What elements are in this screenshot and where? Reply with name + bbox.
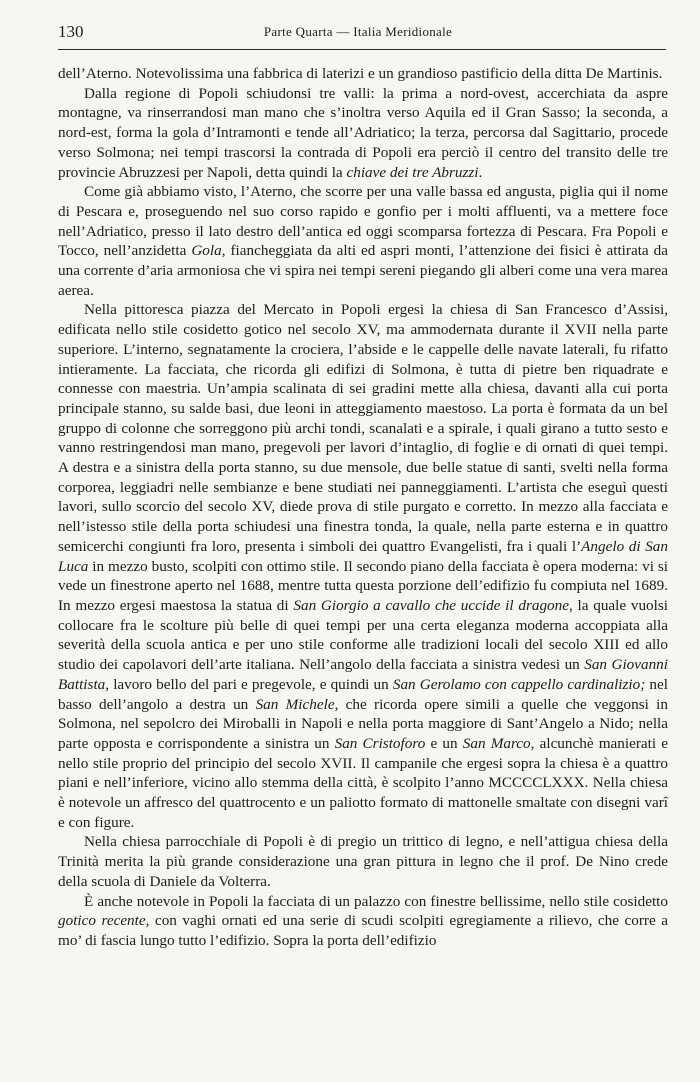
text-segment: .: [478, 163, 483, 181]
italic-text: gotico recente: [58, 912, 146, 930]
italic-text: chiave dei tre Abruzzi: [346, 163, 479, 181]
italic-text: San Giovanni Battista: [58, 656, 668, 693]
text-segment: , che ricorda opere simili a quelle che veggonsi in Solmona, nel sepolcro dei Miroballi in Napoli e nella porta maggiore di Sant’Angelo a Nido; nella parte opposta e corrispondente a sinistra un: [58, 695, 668, 752]
text-segment: Nella chiesa parrocchiale di Popoli è di pregio un trittico di legno, e nell’attigua chiesa della Trinità merita la più grande considerazione una gran pittura in legno che il prof. De Nino crede della scuola di Daniele da Volterra.: [58, 833, 668, 890]
italic-text: San Gerolamo con cappello cardinalizio;: [392, 675, 646, 693]
paragraph: [58, 84, 668, 183]
text-segment: e un: [425, 734, 463, 752]
text-segment: Nella pittoresca piazza del Mercato in Popoli ergesi la chiesa di San Francesco d’Assisi, edificata nello stile cosidetto gotico nel secolo XV, ma ammodernata durante il XVII nella parte superiore. L’interno, segnatamente la crociera, l’abside e le cappelle delle navate laterali, fu rifatto intieramente. La facciata, che ricorda gli edifizi di Solmona, è tutta di pietre ben riquadrate e connesse con maestria. Un’ampia scalinata di sei gradini mette alla chiesa, davanti alla cui porta principale stanno, su salde basi, due leoni in atteggiamento maestoso. La porta è formata da un bel gruppo di colonne che sorreggono più archi tondi, scanalati e a spirale, i quali girano a tutto sesto e vanno restringendosi man mano, pregevoli per lavori d’intaglio, di foglie e di ornati di quei tempi. A destra e a sinistra della porta stanno, su due mensole, due belle statue di santi, svelti nella forma corporea, leggiadri nelle sembianze e bene studiati nei panneggiamenti. L’artista che eseguì questi lavori, sullo scorcio del secolo XV, diede prova di stile purgato e corretto. In mezzo alla facciata e nell’istesso stile della porta schiudesi una finestra tonda, la quale, nella parte esterna e in quattro semicerchi congiunti fra loro, presenta i simboli dei quattro Evangelisti, fra i quali l’: [58, 301, 668, 555]
paragraph: [58, 832, 668, 891]
italic-text: Gola: [191, 242, 222, 260]
text-segment: in mezzo busto, scolpiti con ottimo stile. Il secondo piano della facciata è opera moderna: vi si vede un finestrone aperto nel 1688, mentre tutta questa porzione dell’edifizio fu compiuta nel 1689. In mezzo ergesi maestosa la statua di: [58, 557, 668, 614]
paragraph: [58, 892, 668, 951]
text-segment: Dalla regione di Popoli schiudonsi tre valli: la prima a nord-ovest, accerchiata da aspre montagne, va rinserrandosi man mano che s’inoltra verso Aquila ed il Gran Sasso; la seconda, a nord-est, forma la gola d’Intramonti e tende all’Adriatico; la terza, percorsa dal Sagittario, procede verso Solmona; nei tempi trascorsi la contrada di Popoli era perciò il centro del transito delle tre provincie Abruzzesi per Napoli, detta quindi la: [58, 84, 668, 181]
text-segment: , la quale vuolsi collocare fra le scolture più belle di quei tempi per una certa eleganza moderna accoppiata alla severità della scuola antica e per uno stile conforme alle tradizioni locali del secolo XIII ed allo studio dei capolavori dell’arte italiana. Nell’angolo della facciata a sinistra vedesi un: [58, 596, 669, 674]
text-segment: nel basso dell’angolo a destra un: [58, 675, 668, 713]
page-header: [58, 20, 658, 46]
paragraph: [58, 64, 668, 84]
italic-text: San Giorgio a cavallo che uccide il dragone: [293, 596, 569, 614]
text-segment: , alcunchè manierati e nello stile proprio del principio del secolo XVII. Il campanile che ergesi sopra la chiesa è a quattro piani e nell’inferiore, vicino allo stemma della città, è scolpito l’anno MCCCCLXXX. Nella chiesa è notevole un affresco del quattrocento e un paliotto formato di mattonelle smaltate con disegni varî e con figure.: [58, 734, 669, 831]
italic-text: San Marco: [462, 734, 531, 752]
body-text: [58, 64, 668, 951]
page-number: 130: [58, 22, 84, 41]
text-segment: , fiancheggiata da alti ed aspri monti, l’attenzione dei fisici è attirata da una corrente d’aria armoniosa che vi spira nei tempi sereni piegando gli alberi come una vera marea aerea.: [58, 242, 668, 299]
paragraph: [58, 300, 668, 832]
paragraph: [58, 182, 668, 300]
text-segment: , lavoro bello del pari e pregevole, e quindi un: [105, 675, 393, 693]
text-segment: , con vaghi ornati ed una serie di scudi scolpiti egregiamente a rilievo, che corre a mo’ di fascia lungo tutto l’edifizio. Sopra la porta dell’edifizio: [58, 912, 668, 949]
italic-text: Angelo di San Luca: [58, 537, 668, 575]
text-segment: Come già abbiamo visto, l’Aterno, che scorre per una valle bassa ed angusta, piglia qui il nome di Pescara e, proseguendo nel suo corso rapido e gonfio per i molti affluenti, va a mettere foce nell’Adriatico, presso il lato destro dell’antica ed oggi scomparsa fortezza di Pescara. Fra Popoli e Tocco, nell’anzidetta: [58, 183, 668, 260]
text-segment: dell’Aterno. Notevolissima una fabbrica di laterizi e un grandioso pastificio della ditta De Martinis.: [58, 65, 663, 82]
italic-text: San Cristoforo: [334, 734, 426, 752]
italic-text: San Michele: [255, 695, 335, 713]
header-rule: [58, 49, 666, 50]
running-title: Parte Quarta — Italia Meridionale: [263, 24, 453, 39]
text-segment: È anche notevole in Popoli la facciata di un palazzo con finestre bellissime, nello stile cosidetto: [84, 892, 668, 910]
